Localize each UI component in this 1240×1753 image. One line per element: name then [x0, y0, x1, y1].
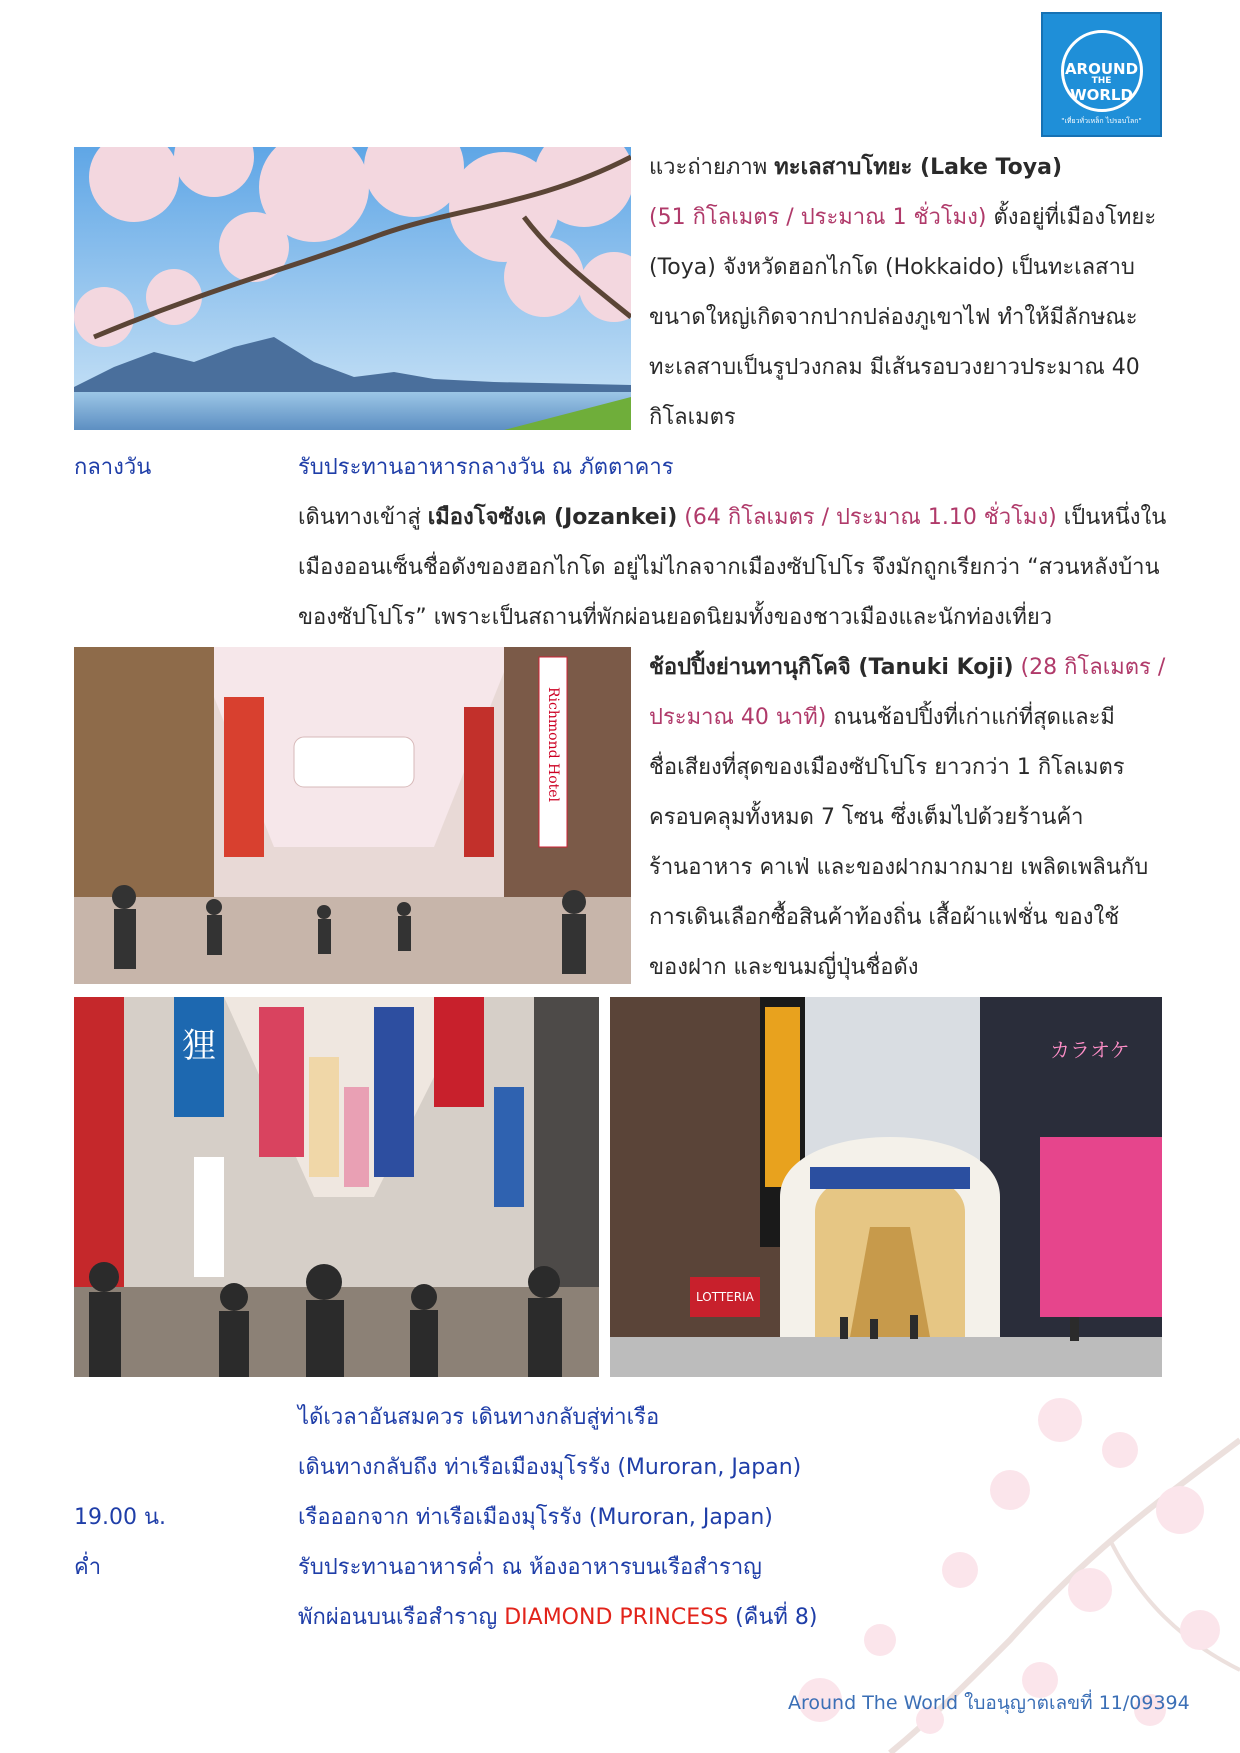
- tanuki-koji-arcade-photo: [74, 647, 631, 984]
- lake-toya-photo: [74, 147, 631, 430]
- jozankei-title: เมืองโจซังเค (Jozankei): [427, 505, 678, 530]
- tanuki-distance: (28 กิโลเมตร /: [1013, 655, 1166, 680]
- footer-license: Around The World ใบอนุญาตเลขที่ 11/09394: [788, 1692, 1190, 1714]
- lake-toya-title: ทะเลสาบโทยะ (Lake Toya): [774, 155, 1062, 180]
- tanuki-line-1: [649, 643, 1165, 693]
- overnight-night-number: (คืนที่ 8): [728, 1605, 818, 1630]
- jozankei-line-3: ของซัปโปโร” เพราะเป็นสถานที่พักผ่อนยอดนิยมทั้งของชาวเมืองและนักท่องเที่ยว: [298, 605, 1053, 630]
- lake-toya-line-1: [649, 143, 1062, 193]
- tanuki-rest: ถนนช้อปปิ้งที่เก่าแก่ที่สุดและมี: [826, 705, 1115, 730]
- logo-word-the: THE: [1091, 76, 1112, 86]
- tanuki-koji-description: [649, 643, 1166, 993]
- lake-toya-location: ตั้งอยู่ที่เมืองโทยะ: [986, 205, 1157, 230]
- lake-toya-line-2: [649, 193, 1156, 243]
- logo-word-around: AROUND: [1064, 60, 1139, 78]
- tanuki-line-2: [649, 693, 1115, 743]
- lake-toya-distance: (51 กิโลเมตร / ประมาณ 1 ชั่วโมง): [649, 205, 987, 230]
- tanuki-line-3: ชื่อเสียงที่สุดของเมืองซัปโปโร ยาวกว่า 1 กิโลเมตร: [649, 755, 1125, 780]
- schedule-text-4: รับประทานอาหารค่ำ ณ ห้องอาหารบนเรือสำราญ: [298, 1555, 762, 1580]
- jozankei-line-2: เมืองออนเซ็นชื่อดังของฮอกไกโด อยู่ไม่ไกลจากเมืองซัปโปโร จึงมักถูกเรียกว่า “สวนหลังบ้าน: [298, 555, 1160, 580]
- tanuki-title: ช้อปปิ้งย่านทานุกิโคจิ (Tanuki Koji): [649, 655, 1014, 680]
- schedule-time-4: ค่ำ: [74, 1555, 102, 1580]
- lake-toya-intro: แวะถ่ายภาพ: [649, 155, 775, 180]
- tanuki-line-6: การเดินเลือกซื้อสินค้าท้องถิ่น เสื้อผ้าแฟชั่น ของใช้: [649, 905, 1120, 930]
- lake-toya-description: [649, 143, 1159, 443]
- arcade-banners-photo: [74, 997, 599, 1377]
- evening-schedule: [0, 1393, 1240, 1683]
- schedule-text-3: เรือออกจาก ท่าเรือเมืองมุโรรัง (Muroran, Japan): [298, 1505, 773, 1530]
- ship-name: DIAMOND PRINCESS: [504, 1605, 729, 1630]
- schedule-text-1: ได้เวลาอันสมควร เดินทางกลับสู่ท่าเรือ: [298, 1405, 660, 1430]
- tanuki-duration: ประมาณ 40 นาที): [649, 705, 827, 730]
- lake-toya-line-5: ทะเลสาบเป็นรูปวงกลม มีเส้นรอบวงยาวประมาณ 40: [649, 355, 1140, 380]
- lake-toya-line-3: (Toya) จังหวัดฮอกไกโด (Hokkaido) เป็นทะเลสาบ: [649, 255, 1135, 280]
- lake-toya-line-4: ขนาดใหญ่เกิดจากปากปล่องภูเขาไฟ ทำให้มีลักษณะ: [649, 305, 1138, 330]
- lake-toya-line-6: กิโลเมตร: [649, 405, 736, 430]
- jozankei-rest: เป็นหนึ่งใน: [1056, 505, 1167, 530]
- karaoke-sign: カラオケ: [1050, 1038, 1130, 1062]
- tanuki-line-4: ครอบคลุมทั้งหมด 7 โซน ซึ่งเต็มไปด้วยร้านค้า: [649, 805, 1084, 830]
- jozankei-distance: (64 กิโลเมตร / ประมาณ 1.10 ชั่วโมง): [677, 505, 1057, 530]
- tanuki-koji-entrance-photo: [610, 997, 1162, 1377]
- lunch-text: รับประทานอาหารกลางวัน ณ ภัตตาคาร: [298, 455, 674, 480]
- lunch-time-label: กลางวัน: [74, 455, 152, 480]
- tanuki-line-5: ร้านอาหาร คาเฟ่ และของฝากมากมาย เพลิดเพลินกับ: [649, 855, 1149, 880]
- overnight-pre: พักผ่อนบนเรือสำราญ: [298, 1605, 505, 1630]
- overnight-text: [298, 1593, 818, 1643]
- schedule-text-2: เดินทางกลับถึง ท่าเรือเมืองมุโรรัง (Muroran, Japan): [298, 1455, 802, 1480]
- schedule-time-3: 19.00 น.: [74, 1505, 167, 1530]
- hotel-sign: Richmond Hotel: [545, 687, 561, 803]
- jozankei-line-1: [298, 493, 1166, 543]
- around-the-world-logo: [1041, 12, 1162, 137]
- logo-word-world: WORLD: [1070, 86, 1133, 104]
- logo-tagline: "เที่ยวทั่วเหล็ก ไปรอบโลก": [1061, 117, 1142, 125]
- jozankei-description: [298, 493, 1168, 643]
- tanuki-line-7: ของฝาก และขนมญี่ปุ่นชื่อดัง: [649, 955, 919, 980]
- lotteria-sign: LOTTERIA: [696, 1290, 754, 1304]
- tanuki-kanji-sign: 狸: [182, 1026, 216, 1066]
- jozankei-intro: เดินทางเข้าสู่: [298, 505, 428, 530]
